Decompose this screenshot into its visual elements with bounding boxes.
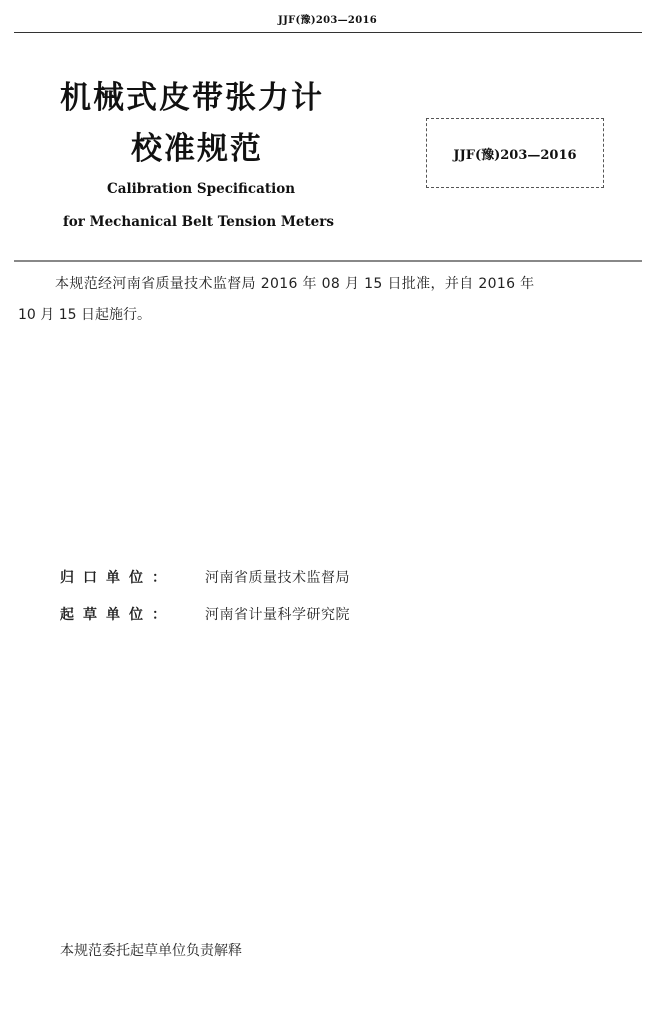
interpretation-note: 本规范委托起草单位负责解释 [60,943,242,959]
responsible-unit-label: 归口单位： [60,570,175,586]
title-chinese-line1: 机械式皮带张力计 [60,80,324,116]
section-divider [14,260,642,262]
title-english-line1: Calibration Specification [107,181,296,197]
approval-text-line2: 10 月 15 日起施行。 [18,307,151,323]
title-english-line2: for Mechanical Belt Tension Meters [63,214,334,230]
drafting-unit-label: 起草单位： [60,607,175,623]
header-rule [14,32,642,33]
approval-text-line1: 本规范经河南省质量技术监督局 2016 年 08 月 15 日批准，并自 2016 年 [55,276,535,292]
standard-code-box [426,118,604,188]
drafting-unit-value: 河南省计量科学研究院 [205,607,350,623]
standard-code-text: JJF(豫)203—2016 [453,147,577,163]
title-chinese-line2: 校准规范 [131,131,263,167]
responsible-unit-value: 河南省质量技术监督局 [205,570,350,586]
running-header: JJF(豫)203—2016 [278,15,377,26]
